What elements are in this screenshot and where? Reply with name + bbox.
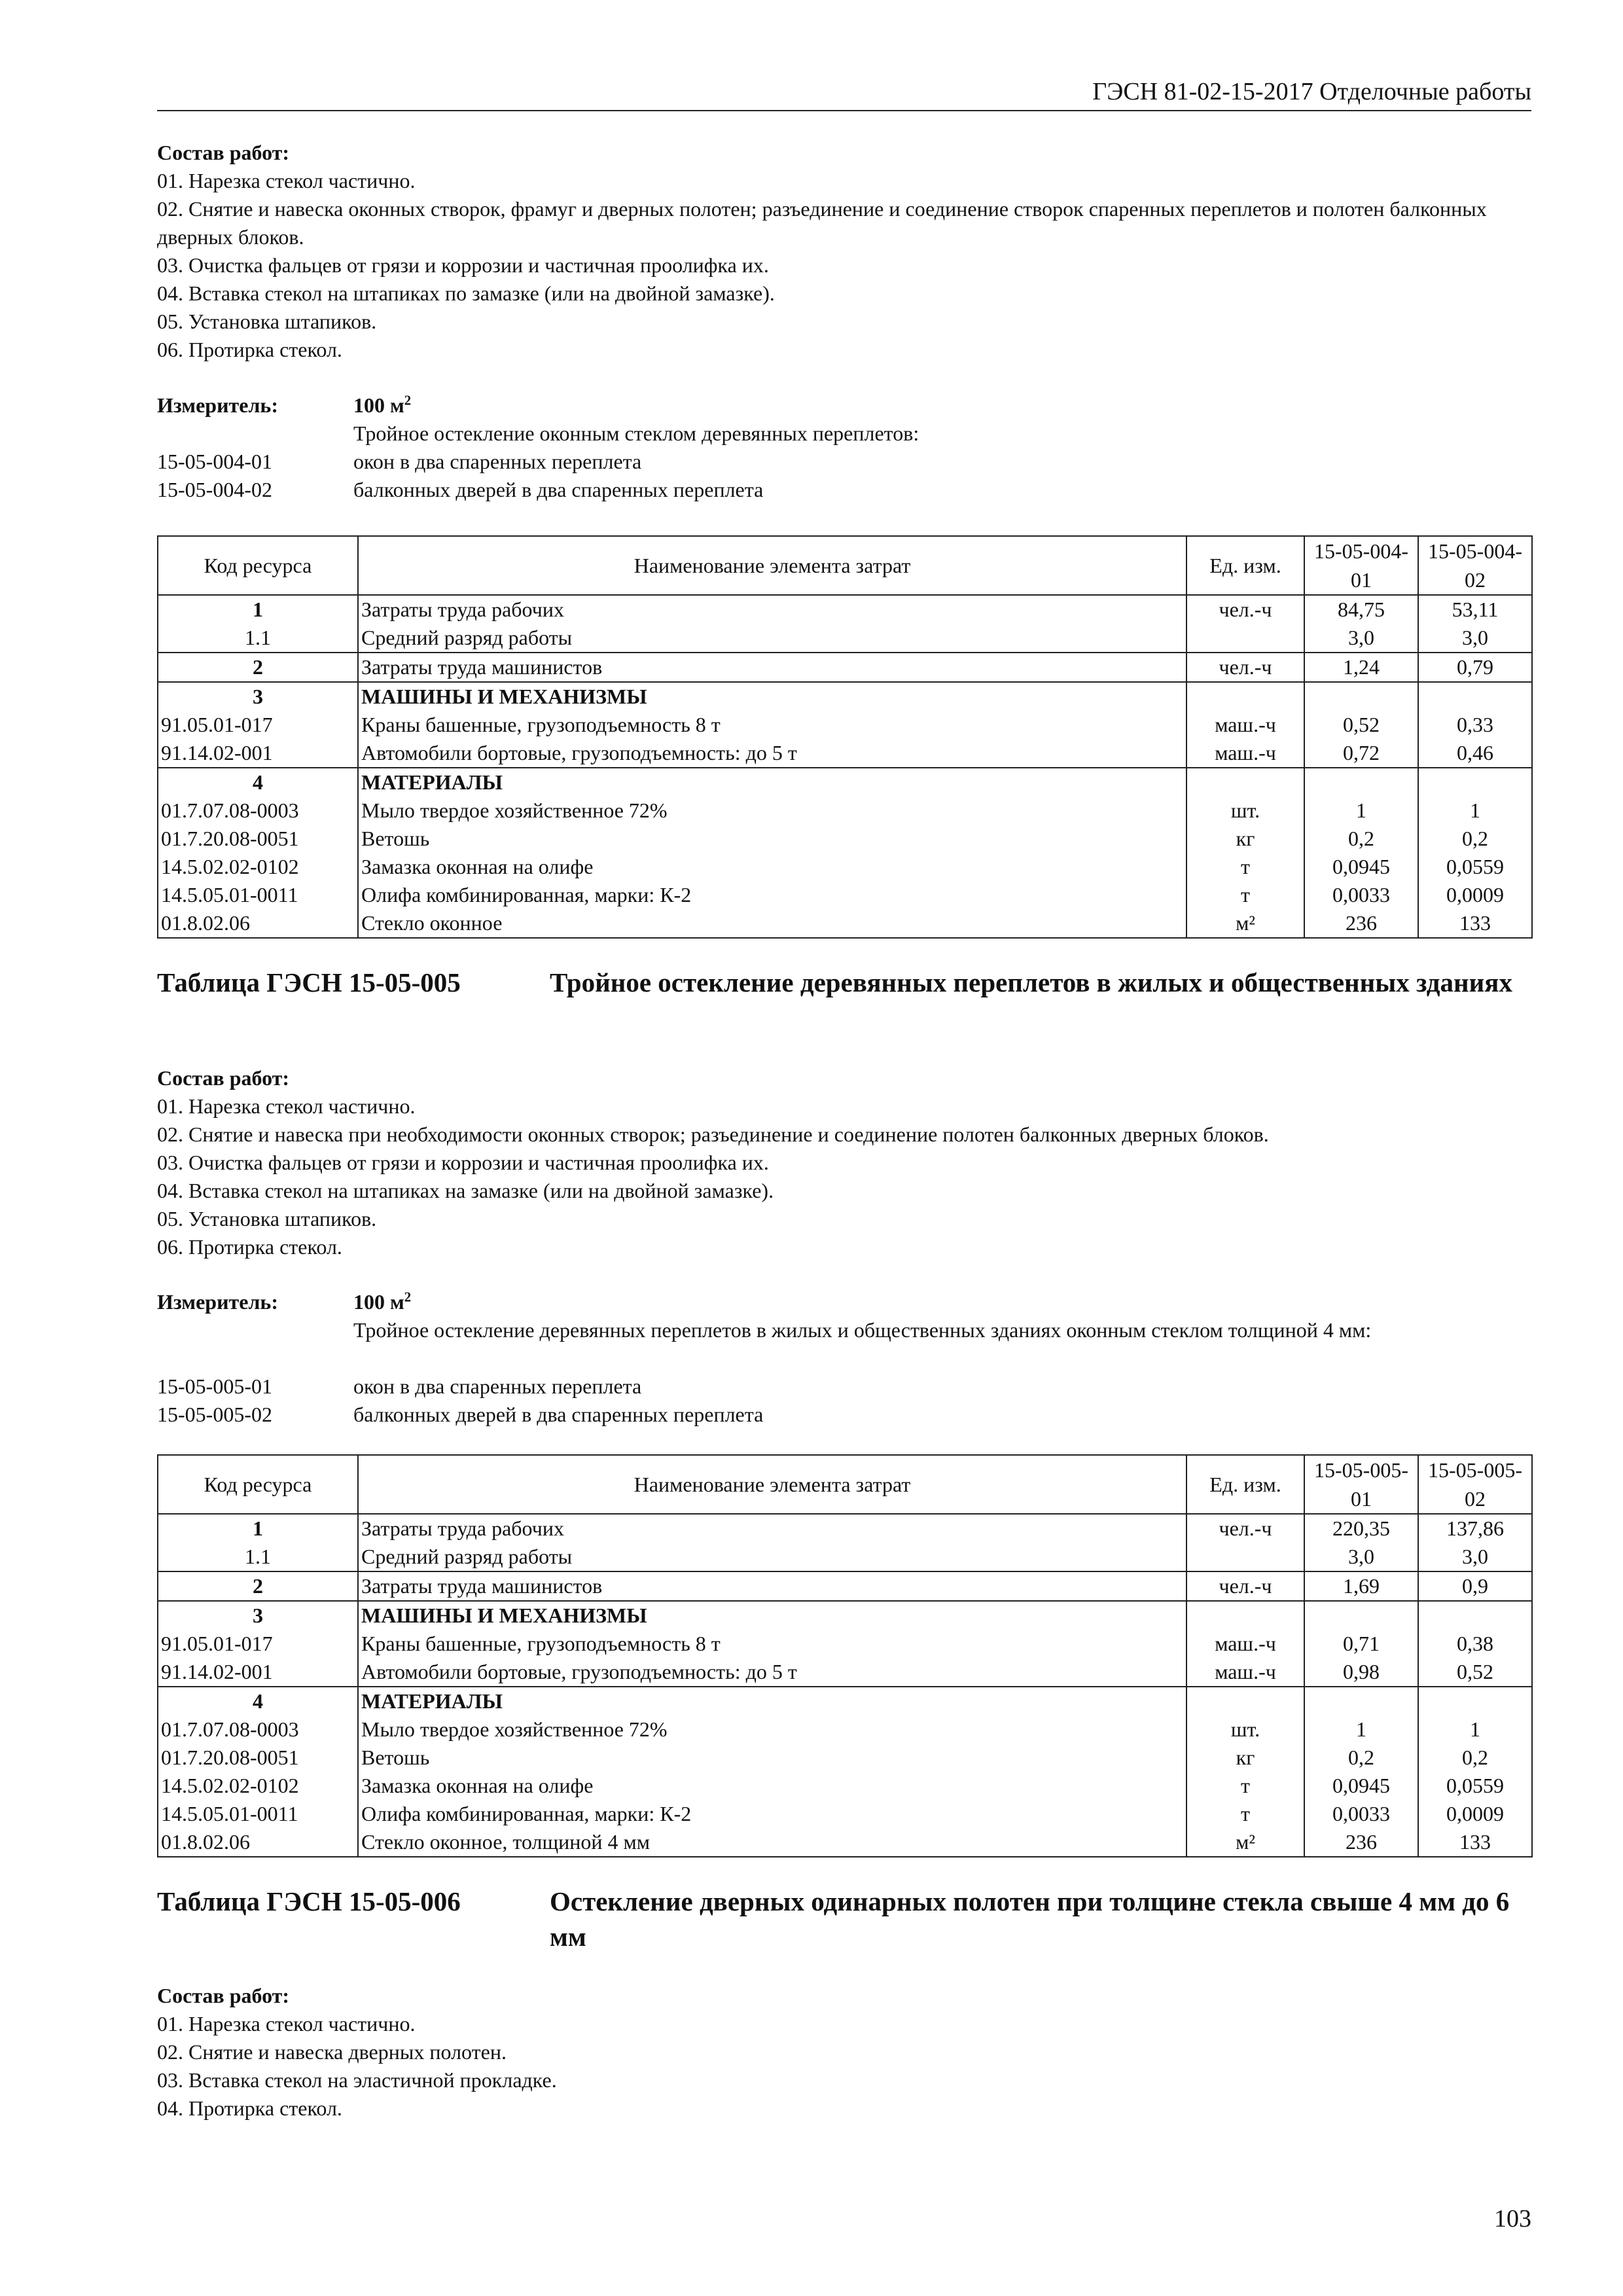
cell-norm-b	[1418, 1601, 1532, 1630]
cell-unit	[1186, 682, 1304, 711]
table-row	[158, 595, 1532, 624]
table-row	[158, 1630, 1532, 1658]
header-name: Наименование элемента затрат	[358, 536, 1186, 595]
table-row	[158, 853, 1532, 881]
header-code: Код ресурса	[158, 536, 358, 595]
cell-norm-b	[1418, 682, 1532, 711]
cell-norm-b: 0,79	[1418, 653, 1532, 682]
work-item: 06. Протирка стекол.	[157, 338, 342, 361]
cell-name: Средний разряд работы	[358, 1543, 1186, 1571]
cell-name: Ветошь	[358, 1744, 1186, 1772]
cell-name: Олифа комбинированная, марки: К-2	[358, 881, 1186, 909]
cell-unit: м²	[1186, 909, 1304, 938]
table-row	[158, 1715, 1532, 1744]
cell-name: Затраты труда рабочих	[358, 595, 1186, 624]
header-norm-b: 15-05-004-02	[1418, 536, 1532, 595]
cell-norm-a: 0,0945	[1304, 853, 1418, 881]
cell-name: Краны башенные, грузоподъемность 8 т	[358, 711, 1186, 739]
table-row	[158, 909, 1532, 938]
cell-name: Стекло оконное, толщиной 4 мм	[358, 1828, 1186, 1857]
header-unit: Ед. изм.	[1186, 536, 1304, 595]
work-item: 03. Вставка стекол на эластичной прокладке.	[157, 2068, 557, 2092]
norm-text: балконных дверей в два спаренных переплета	[353, 1403, 764, 1426]
cell-unit: м²	[1186, 1828, 1304, 1857]
cell-code: 1	[158, 1514, 358, 1543]
cell-unit: чел.-ч	[1186, 1514, 1304, 1543]
page-header: ГЭСН 81-02-15-2017 Отделочные работы	[157, 73, 1531, 111]
work-item: 04. Вставка стекол на штапиках по замазке (или на двойной замазке).	[157, 281, 775, 305]
cell-norm-a: 0,0945	[1304, 1772, 1418, 1800]
cell-name: Мыло твердое хозяйственное 72%	[358, 1715, 1186, 1744]
cell-norm-a	[1304, 1601, 1418, 1630]
cell-code: 01.7.07.08-0003	[158, 1715, 358, 1744]
document-page	[157, 0, 1531, 2296]
cell-norm-b: 0,33	[1418, 711, 1532, 739]
table-row	[158, 1601, 1532, 1630]
cell-norm-b: 0,9	[1418, 1571, 1532, 1601]
norm-text: балконных дверей в два спаренных переплета	[353, 478, 764, 501]
cell-norm-a: 1	[1304, 1715, 1418, 1744]
work-item: 04. Протирка стекол.	[157, 2096, 342, 2120]
works-heading: Состав работ:	[157, 1066, 290, 1090]
cell-unit: чел.-ч	[1186, 595, 1304, 624]
cell-name: Автомобили бортовые, грузоподъемность: до 5 т	[358, 739, 1186, 768]
header-unit: Ед. изм.	[1186, 1455, 1304, 1514]
cell-unit: кг	[1186, 1744, 1304, 1772]
cell-code: 91.05.01-017	[158, 1630, 358, 1658]
cell-name: Затраты труда рабочих	[358, 1514, 1186, 1543]
resource-table-1	[157, 535, 1533, 939]
cell-unit: чел.-ч	[1186, 1571, 1304, 1601]
measure-unit: 100 $м^2$	[353, 1289, 412, 1314]
cell-norm-b	[1418, 768, 1532, 797]
cell-norm-a: 236	[1304, 1828, 1418, 1857]
cell-norm-a: 84,75	[1304, 595, 1418, 624]
cell-norm-a: 1,24	[1304, 653, 1418, 682]
table-row	[158, 1828, 1532, 1857]
work-item: 01. Нарезка стекол частично.	[157, 1094, 416, 1118]
cell-name: Ветошь	[358, 825, 1186, 853]
cell-name: Краны башенные, грузоподъемность 8 т	[358, 1630, 1186, 1658]
work-item: 02. Снятие и навеска оконных створок, фрамуг и дверных полотен; разъединение и соединение створок спаренных переплетов и полотен балконных дверных блоков.	[157, 197, 1487, 249]
cell-norm-b: 0,46	[1418, 739, 1532, 768]
cell-norm-a: 0,2	[1304, 825, 1418, 853]
norm-text: окон в два спаренных переплета	[353, 1374, 642, 1398]
work-item: 05. Установка штапиков.	[157, 310, 377, 333]
cell-norm-b: 0,0559	[1418, 853, 1532, 881]
cell-norm-b: 3,0	[1418, 1543, 1532, 1571]
cell-unit: шт.	[1186, 1715, 1304, 1744]
cell-unit	[1186, 624, 1304, 653]
table-row	[158, 682, 1532, 711]
norm-code: 15-05-004-01	[157, 450, 272, 473]
cell-code: 1.1	[158, 624, 358, 653]
cell-unit: т	[1186, 853, 1304, 881]
measure-block-2	[157, 1288, 1531, 1429]
cell-name: Затраты труда машинистов	[358, 1571, 1186, 1601]
cell-norm-b: 133	[1418, 909, 1532, 938]
work-item: 05. Установка штапиков.	[157, 1207, 377, 1230]
measure-label: Измеритель:	[157, 1290, 278, 1314]
cell-code: 01.8.02.06	[158, 1828, 358, 1857]
cell-norm-a	[1304, 682, 1418, 711]
header-code: Код ресурса	[158, 1455, 358, 1514]
table-row	[158, 1658, 1532, 1687]
cell-code: 14.5.05.01-0011	[158, 1800, 358, 1828]
works-list-2	[157, 1064, 1531, 1261]
cell-name: Стекло оконное	[358, 909, 1186, 938]
cell-unit	[1186, 1543, 1304, 1571]
table-title-label: Таблица ГЭСН 15-05-005	[157, 967, 461, 997]
cell-norm-a	[1304, 1687, 1418, 1715]
cell-unit: т	[1186, 881, 1304, 909]
work-item: 01. Нарезка стекол частично.	[157, 2012, 416, 2036]
cell-code: 01.7.07.08-0003	[158, 797, 358, 825]
work-item: 02. Снятие и навеска дверных полотен.	[157, 2040, 507, 2064]
table-row	[158, 768, 1532, 797]
cell-code: 91.14.02-001	[158, 739, 358, 768]
cell-norm-a: 0,52	[1304, 711, 1418, 739]
table-row	[158, 1571, 1532, 1601]
cell-norm-a: 0,0033	[1304, 1800, 1418, 1828]
table-row	[158, 1514, 1532, 1543]
cell-unit: кг	[1186, 825, 1304, 853]
cell-code: 4	[158, 768, 358, 797]
cell-code: 2	[158, 1571, 358, 1601]
cell-norm-b: 133	[1418, 1828, 1532, 1857]
cell-unit	[1186, 1601, 1304, 1630]
table-row	[158, 1687, 1532, 1715]
table-title-text: Остекление дверных одинарных полотен при толщине стекла свыше 4 мм до 6 мм	[550, 1886, 1510, 1952]
table-row	[158, 797, 1532, 825]
table-row	[158, 711, 1532, 739]
cell-code: 3	[158, 682, 358, 711]
cell-name: МАТЕРИАЛЫ	[358, 1687, 1186, 1715]
works-list-3	[157, 1982, 1531, 2123]
work-item: 03. Очистка фальцев от грязи и коррозии и частичная проолифка их.	[157, 1151, 769, 1174]
cell-name: МАТЕРИАЛЫ	[358, 768, 1186, 797]
table-row	[158, 881, 1532, 909]
cell-code: 91.14.02-001	[158, 1658, 358, 1687]
cell-code: 2	[158, 653, 358, 682]
cell-name: Олифа комбинированная, марки: К-2	[358, 1800, 1186, 1828]
cell-norm-a: 0,72	[1304, 739, 1418, 768]
norm-code: 15-05-004-02	[157, 478, 272, 501]
cell-norm-a: 0,71	[1304, 1630, 1418, 1658]
cell-norm-a: 0,98	[1304, 1658, 1418, 1687]
cell-norm-a: 236	[1304, 909, 1418, 938]
cell-code: 91.05.01-017	[158, 711, 358, 739]
cell-norm-a: 0,0033	[1304, 881, 1418, 909]
cell-code: 3	[158, 1601, 358, 1630]
measure-description: Тройное остекление оконным стеклом деревянных переплетов:	[353, 422, 919, 445]
page-number: 103	[1494, 2205, 1531, 2233]
table-row	[158, 653, 1532, 682]
table-row	[158, 825, 1532, 853]
cell-code: 14.5.02.02-0102	[158, 853, 358, 881]
table-row	[158, 1744, 1532, 1772]
table-row	[158, 1772, 1532, 1800]
cell-norm-b: 1	[1418, 797, 1532, 825]
table-row	[158, 1800, 1532, 1828]
cell-norm-b: 1	[1418, 1715, 1532, 1744]
measure-block-1	[157, 391, 1531, 504]
works-heading: Состав работ:	[157, 141, 290, 164]
work-item: 02. Снятие и навеска при необходимости оконных створок; разъединение и соединение полотен балконных дверных блоков.	[157, 1122, 1269, 1146]
cell-norm-b: 0,0559	[1418, 1772, 1532, 1800]
header-norm-a: 15-05-005-01	[1304, 1455, 1418, 1514]
cell-code: 1.1	[158, 1543, 358, 1571]
table-row	[158, 1543, 1532, 1571]
cell-name: Средний разряд работы	[358, 624, 1186, 653]
cell-code: 01.7.20.08-0051	[158, 1744, 358, 1772]
cell-norm-b: 137,86	[1418, 1514, 1532, 1543]
cell-unit: маш.-ч	[1186, 739, 1304, 768]
norm-text: окон в два спаренных переплета	[353, 450, 642, 473]
cell-unit: т	[1186, 1772, 1304, 1800]
cell-unit: т	[1186, 1800, 1304, 1828]
cell-code: 1	[158, 595, 358, 624]
cell-code: 01.7.20.08-0051	[158, 825, 358, 853]
cell-unit	[1186, 1687, 1304, 1715]
cell-code: 4	[158, 1687, 358, 1715]
work-item: 04. Вставка стекол на штапиках на замазке (или на двойной замазке).	[157, 1179, 774, 1202]
cell-norm-a: 1	[1304, 797, 1418, 825]
cell-norm-a: 0,2	[1304, 1744, 1418, 1772]
cell-norm-b: 0,2	[1418, 1744, 1532, 1772]
table-title-text: Тройное остекление деревянных переплетов в жилых и общественных зданиях	[550, 967, 1512, 997]
cell-norm-b	[1418, 1687, 1532, 1715]
cell-norm-a: 3,0	[1304, 624, 1418, 653]
norm-code: 15-05-005-01	[157, 1374, 272, 1398]
cell-norm-a: 3,0	[1304, 1543, 1418, 1571]
cell-unit: чел.-ч	[1186, 653, 1304, 682]
cell-norm-a	[1304, 768, 1418, 797]
cell-name: Затраты труда машинистов	[358, 653, 1186, 682]
work-item: 01. Нарезка стекол частично.	[157, 169, 416, 192]
cell-norm-b: 0,2	[1418, 825, 1532, 853]
cell-name: Автомобили бортовые, грузоподъемность: до 5 т	[358, 1658, 1186, 1687]
measure-unit: 100 $м^2$	[353, 393, 412, 417]
cell-norm-b: 0,52	[1418, 1658, 1532, 1687]
cell-unit	[1186, 768, 1304, 797]
cell-name: МАШИНЫ И МЕХАНИЗМЫ	[358, 1601, 1186, 1630]
cell-code: 14.5.02.02-0102	[158, 1772, 358, 1800]
work-item: 03. Очистка фальцев от грязи и коррозии и частичная проолифка их.	[157, 253, 769, 277]
resource-table-2	[157, 1454, 1533, 1857]
cell-unit: шт.	[1186, 797, 1304, 825]
measure-label: Измеритель:	[157, 393, 278, 417]
cell-norm-a: 1,69	[1304, 1571, 1418, 1601]
cell-norm-b: 0,0009	[1418, 881, 1532, 909]
work-item: 06. Протирка стекол.	[157, 1235, 342, 1259]
cell-norm-b: 0,0009	[1418, 1800, 1532, 1828]
cell-name: Замазка оконная на олифе	[358, 853, 1186, 881]
norm-code: 15-05-005-02	[157, 1403, 272, 1426]
cell-code: 14.5.05.01-0011	[158, 881, 358, 909]
header-norm-a: 15-05-004-01	[1304, 536, 1418, 595]
cell-norm-b: 3,0	[1418, 624, 1532, 653]
cell-unit: маш.-ч	[1186, 1658, 1304, 1687]
cell-unit: маш.-ч	[1186, 711, 1304, 739]
cell-norm-a: 220,35	[1304, 1514, 1418, 1543]
table-row	[158, 624, 1532, 653]
cell-name: МАШИНЫ И МЕХАНИЗМЫ	[358, 682, 1186, 711]
measure-description: Тройное остекление деревянных переплетов в жилых и общественных зданиях оконным стеклом толщиной 4 мм:	[353, 1318, 1372, 1342]
cell-code: 01.8.02.06	[158, 909, 358, 938]
header-norm-b: 15-05-005-02	[1418, 1455, 1532, 1514]
cell-name: Мыло твердое хозяйственное 72%	[358, 797, 1186, 825]
cell-name: Замазка оконная на олифе	[358, 1772, 1186, 1800]
works-heading: Состав работ:	[157, 1984, 290, 2007]
header-name: Наименование элемента затрат	[358, 1455, 1186, 1514]
works-list-1	[157, 139, 1531, 364]
cell-norm-b: 0,38	[1418, 1630, 1532, 1658]
table-title-label: Таблица ГЭСН 15-05-006	[157, 1886, 461, 1916]
cell-norm-b: 53,11	[1418, 595, 1532, 624]
cell-unit: маш.-ч	[1186, 1630, 1304, 1658]
table-row	[158, 739, 1532, 768]
